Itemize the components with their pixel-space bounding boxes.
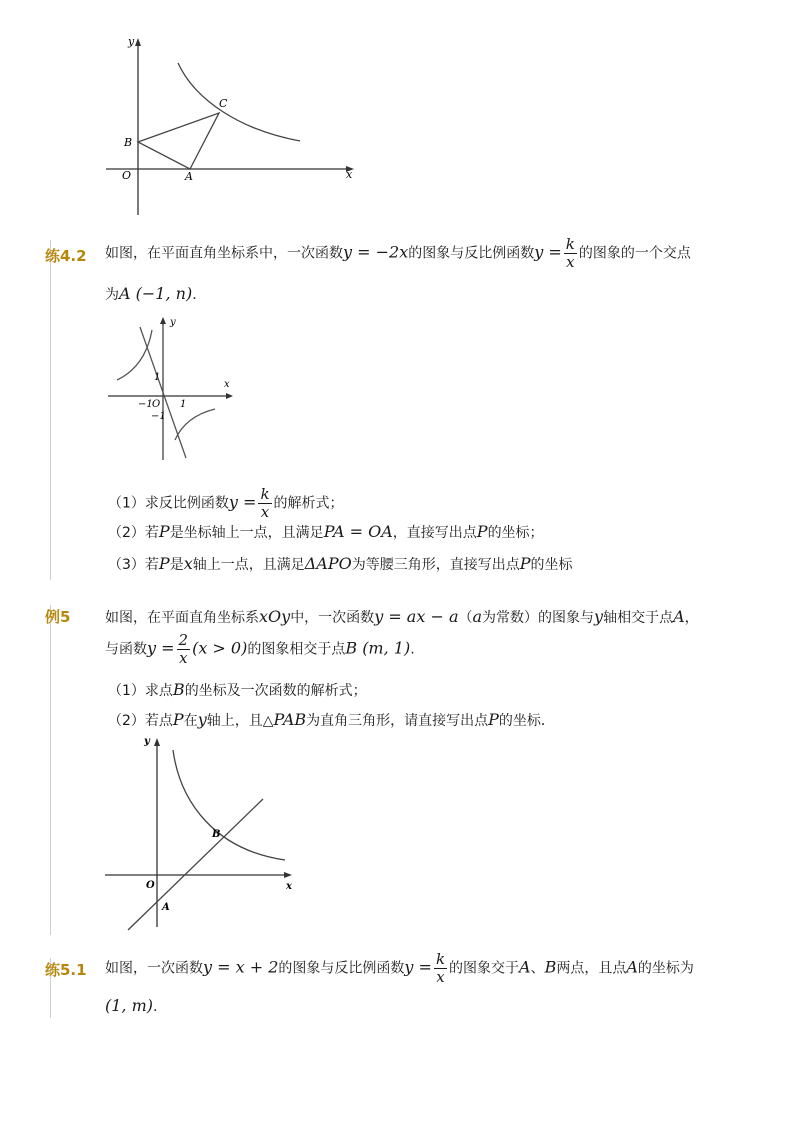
label-a: A xyxy=(185,170,193,183)
example-5-line-2: 与函数y = $\frac{2}{x}$ (x > 0)的图象相交于点B (m, 1). xyxy=(105,631,415,667)
question-5-1: （1）求点B的坐标及一次函数的解析式； xyxy=(108,680,367,699)
fraction-k-over-x: $\frac{k}{x}$ xyxy=(260,485,270,521)
tick-y-1: 1 xyxy=(154,372,161,383)
hyperbola-branch-right xyxy=(175,409,215,440)
hyperbola-curve xyxy=(178,63,300,141)
fraction-2-over-x: $\frac{2}{x}$ xyxy=(178,631,189,667)
exercise-42-line-1: 如图，在平面直角坐标系中，一次函数y = −2x的图象与反比例函数y = $\frac{k}{x}$ 的图象的一个交点 xyxy=(105,235,691,271)
tick-x-1: 1 xyxy=(180,399,187,410)
question-5-2: （2）若点P在y轴上，且△PAB为直角三角形，请直接写出点P的坐标． xyxy=(108,710,555,729)
fraction-k-over-x: $\frac{k}{x}$ xyxy=(435,950,446,986)
label-o: O xyxy=(146,880,155,891)
hyperbola-branch-left xyxy=(117,330,152,380)
label-x: x xyxy=(224,379,230,390)
linear-function-line xyxy=(128,799,263,930)
label-y: y xyxy=(128,35,135,48)
figure-1-hyperbola-triangle xyxy=(100,30,370,225)
fraction-k-over-x: $\frac{k}{x}$ xyxy=(565,235,575,271)
question-42-2: （2）若P是坐标轴上一点，且满足PA = OA，直接写出点P的坐标； xyxy=(108,522,544,541)
exercise-label: 练4.2 xyxy=(45,247,87,265)
question-42-1: （1）求反比例函数y = $\frac{k}{x}$ 的解析式； xyxy=(108,485,344,521)
section-bar xyxy=(50,240,51,580)
label-x: x xyxy=(346,168,353,181)
exercise-label: 练5.1 xyxy=(45,961,87,979)
label-a: A xyxy=(162,902,170,913)
example-5-line-1: 如图，在平面直角坐标系xOy中，一次函数y = ax − a（a为常数）的图象与y轴相交于点A， xyxy=(105,607,699,626)
tick-y-neg1: −1 xyxy=(151,411,166,422)
exercise-51-line-1: 如图，一次函数y = x + 2的图象与反比例函数y = $\frac{k}{x}$ 的图象交于A、B两点，且点A的坐标为 xyxy=(105,950,694,986)
section-bar xyxy=(50,605,51,935)
exercise-51-line-2: (1, m). xyxy=(105,996,158,1015)
label-y: y xyxy=(170,317,176,328)
figure-2-hyperbola-line xyxy=(100,312,240,462)
exercise-42-line-2: 为A (−1, n). xyxy=(105,284,197,303)
figure-3-hyperbola-line xyxy=(100,732,300,937)
label-b: B xyxy=(212,829,221,840)
label-x: x xyxy=(286,881,292,892)
question-42-3: （3）若P是x轴上一点，且满足ΔAPO为等腰三角形，直接写出点P的坐标 xyxy=(108,554,573,573)
hyperbola-curve xyxy=(173,750,285,860)
label-o: O xyxy=(152,399,161,410)
tick-x-neg1: −1 xyxy=(138,399,153,410)
label-y: y xyxy=(144,736,150,747)
label-b: B xyxy=(124,136,133,149)
label-c: C xyxy=(219,97,228,110)
label-o: O xyxy=(122,169,132,182)
example-label: 例5 xyxy=(45,608,71,626)
triangle-abc xyxy=(138,113,219,169)
